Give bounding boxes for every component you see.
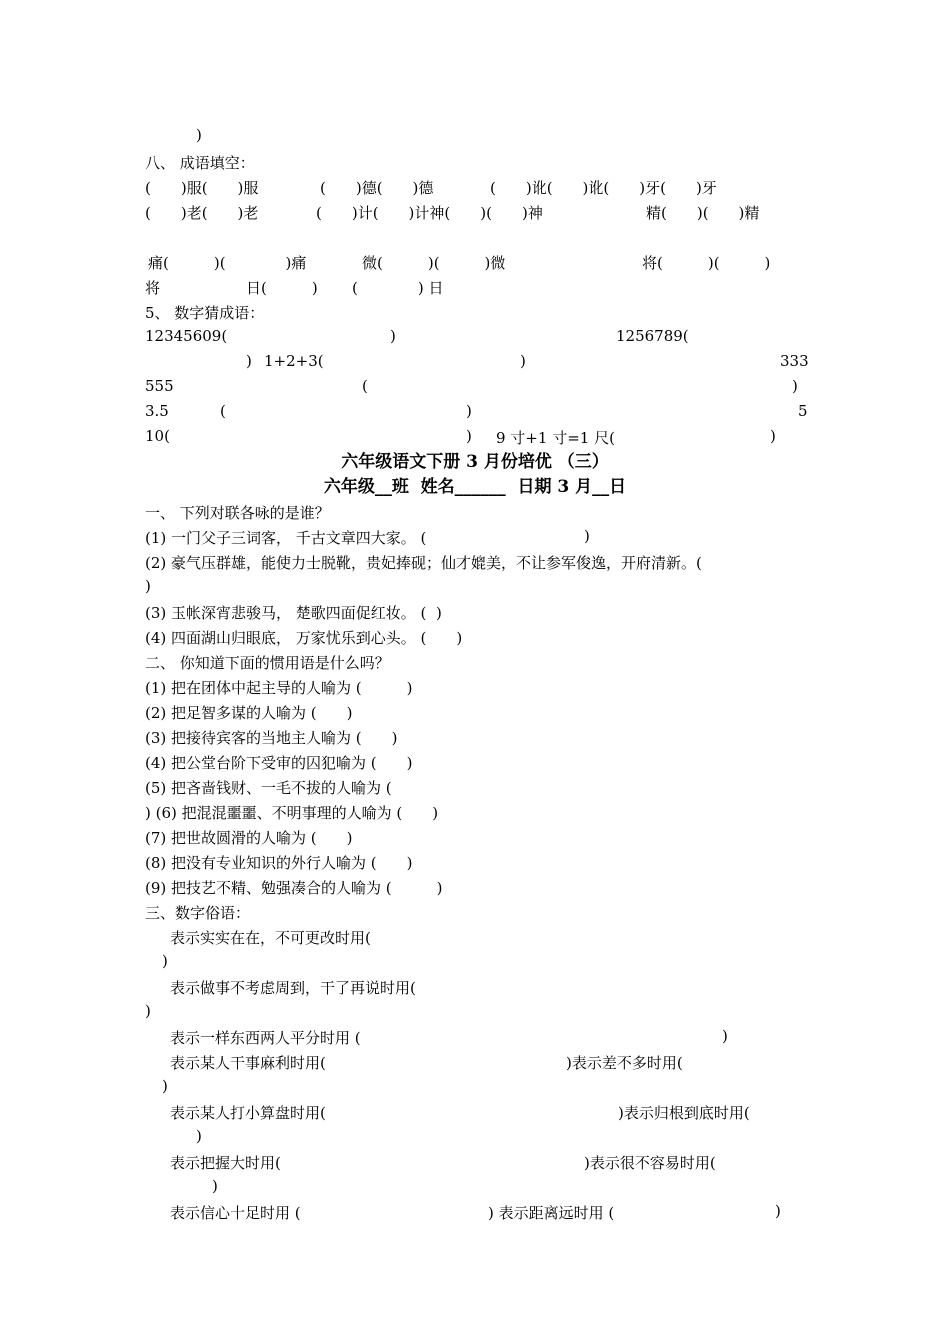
number-riddle: 12345609( — [145, 327, 228, 345]
proverb-item: 表示某人打小算盘时用( — [170, 1104, 326, 1122]
idiom-item: (8) 把没有专业知识的外行人喻为 ( ) — [145, 854, 413, 872]
proverb-item: 表示实实在在，不可更改时用( — [170, 929, 371, 947]
number-riddle: 1+2+3( — [264, 352, 324, 370]
question-3-heading: 三、数字俗语： — [145, 904, 251, 922]
idiom-blank: ( )计( )计神( )( )神 — [316, 204, 543, 222]
idiom-item: (7) 把世故圆滑的人喻为 ( ) — [145, 829, 353, 847]
number-riddle-close: ) — [246, 352, 252, 370]
couplet-item: (2) 豪气压群雄，能使力士脱靴，贵妃捧砚；仙才媲美，不让参军俊逸，开府清新。( — [145, 554, 702, 572]
proverb-item: 表示信心十足时用 ( — [170, 1204, 301, 1222]
page-title: 六年级语文下册 3 月份培优 （三） — [341, 452, 609, 472]
idiom-blank: 精( )( )精 — [646, 204, 760, 222]
idiom-item: ) (6) 把混混噩噩、不明事理的人喻为 ( ) — [145, 804, 439, 822]
idiom-blank: 将( )( ) — [642, 254, 771, 272]
number-riddle: 1256789( — [616, 327, 689, 345]
idiom-item: (1) 把在团体中起主导的人喻为 ( ) — [145, 679, 413, 697]
couplet-item: (1) 一门父子三词客， 千古文章四大家。 ( — [145, 529, 427, 547]
proverb-item: )表示差不多时用( — [566, 1054, 683, 1072]
idiom-blank: 微( )( )微 — [362, 254, 506, 272]
section-8-heading: 八、 成语填空： — [145, 154, 255, 172]
proverb-item: 表示某人干事麻利时用( — [170, 1054, 326, 1072]
question-1-heading: 一、 下列对联各咏的是谁？ — [145, 504, 330, 522]
proverb-item: 表示一样东西两人平分时用 ( — [170, 1029, 361, 1047]
number-riddle-close: ) — [792, 377, 798, 395]
idiom-blank: 痛( )( )痛 — [148, 254, 307, 272]
proverb-item: ) 表示距离远时用 ( — [488, 1204, 615, 1222]
number-riddle: 5 — [798, 402, 808, 420]
proverb-item-close: ) — [212, 1177, 218, 1195]
proverb-item-close: ) — [196, 1127, 202, 1145]
couplet-item-close: ) — [584, 527, 590, 545]
number-riddle: 9 寸+1 寸=1 尺( — [496, 429, 615, 447]
idiom-item: (9) 把技艺不精、勉强凑合的人喻为 ( ) — [145, 879, 443, 897]
proverb-item-close: ) — [145, 1002, 151, 1020]
student-info-line: 六年级__班 姓名______ 日期 3 月__日 — [323, 477, 627, 497]
idiom-blank: ( )德( )德 — [320, 179, 434, 197]
proverb-item: )表示归根到底时用( — [618, 1104, 750, 1122]
idiom-blank: ( )讹( )讹( )牙( )牙 — [490, 179, 717, 197]
idiom-item: (4) 把公堂台阶下受审的囚犯喻为 ( ) — [145, 754, 413, 772]
section-5-heading: 5、 数字猜成语： — [145, 304, 265, 322]
couplet-item: (4) 四面湖山归眼底， 万家忧乐到心头。 ( ) — [145, 629, 463, 647]
number-riddle: 3.5 — [145, 402, 169, 420]
number-riddle-close: ) — [466, 402, 472, 420]
idiom-blank: ( )服( )服 — [145, 179, 259, 197]
proverb-item-close: ) — [722, 1027, 728, 1045]
number-riddle-close: ) — [520, 352, 526, 370]
number-riddle: 10( — [145, 427, 170, 445]
number-riddle-close: ) — [466, 427, 472, 445]
proverb-item: )表示很不容易时用( — [584, 1154, 716, 1172]
proverb-item: 表示做事不考虑周到，干了再说时用( — [170, 979, 416, 997]
idiom-blank: ( )老( )老 — [145, 204, 259, 222]
number-riddle-close: ) — [770, 427, 776, 445]
proverb-item-close: ) — [775, 1202, 781, 1220]
couplet-item: (3) 玉帐深宵悲骏马， 楚歌四面促红妆。 ( ) — [145, 604, 442, 622]
proverb-item-close: ) — [162, 1077, 168, 1095]
number-riddle-close: ) — [390, 327, 396, 345]
idiom-item: (2) 把足智多谋的人喻为 ( ) — [145, 704, 353, 722]
proverb-item-close: ) — [162, 952, 168, 970]
couplet-item-close: ) — [145, 577, 151, 595]
question-2-heading: 二、 你知道下面的惯用语是什么吗？ — [145, 654, 390, 672]
idiom-item: (5) 把吝啬钱财、一毛不拔的人喻为 ( — [145, 779, 392, 797]
number-riddle-open: ( — [362, 377, 368, 395]
proverb-item: 表示把握大时用( — [170, 1154, 281, 1172]
top-paren: ) — [196, 126, 202, 144]
idiom-blank: 将 — [145, 279, 161, 297]
number-riddle: 333 — [780, 352, 809, 370]
number-riddle: 555 — [145, 377, 174, 395]
number-riddle-open: ( — [220, 402, 226, 420]
idiom-blank: 日( ) — [246, 279, 318, 297]
idiom-blank: ( ) 日 — [352, 279, 444, 297]
idiom-item: (3) 把接待宾客的当地主人喻为 ( ) — [145, 729, 398, 747]
